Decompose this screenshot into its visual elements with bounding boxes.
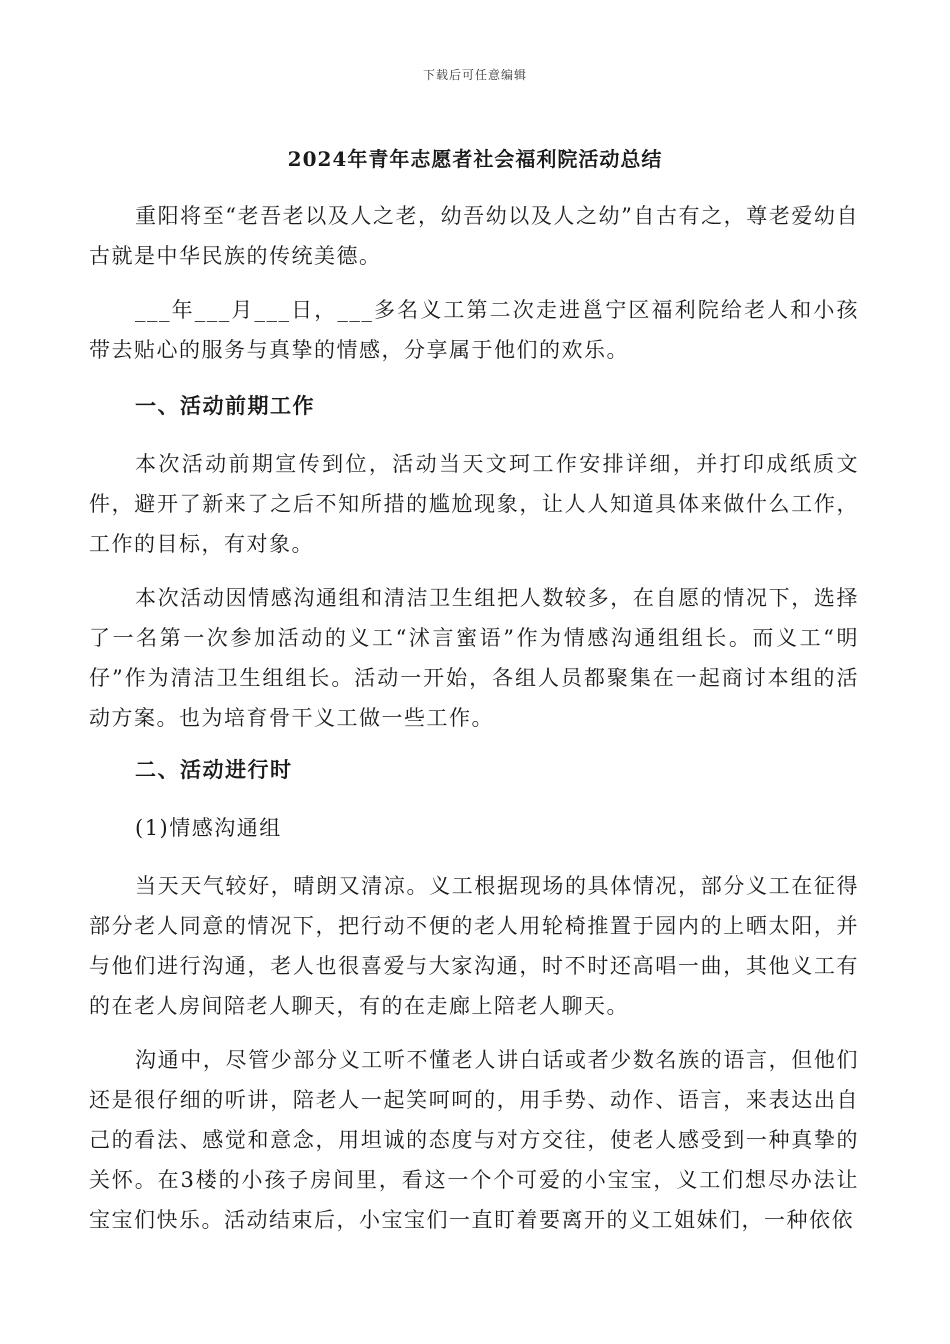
paragraph-section2-2: 沟通中，尽管少部分义工听不懂老人讲白话或者少数名族的语言，但他们还是很仔细的听讲，陪老人一起笑呵呵的，用手势、动作、语言，来表达出自己的看法、感觉和意念，用坦诚的态度与对方交往，使老人感受到一种真挚的关怀。在3楼的小孩子房间里，看这一个个可爱的小宝宝，义工们想尽办法让宝宝们快乐。活动结束后，小宝宝们一直盯着要离开的义工姐妹们，一种依依 [89, 1048, 859, 1232]
section-heading-1: 一、活动前期工作 [135, 393, 315, 418]
paragraph-section1-1: 本次活动前期宣传到位，活动当天文珂工作安排详细，并打印成纸质文件，避开了新来了之后不知所措的尴尬现象，让人人知道具体来做什么工作，工作的目标，有对象。 [89, 452, 859, 556]
paragraph-intro: 重阳将至“老吾老以及人之老，幼吾幼以及人之幼”自古有之，尊老爱幼自古就是中华民族的传统美德。 [89, 204, 859, 268]
header-note: 下载后可任意编辑 [422, 68, 527, 82]
section-heading-2: 二、活动进行时 [135, 757, 293, 782]
document-title: 2024年青年志愿者社会福利院活动总结 [287, 147, 663, 171]
sub-heading-emotional-communication: (1)情感沟通组 [135, 816, 282, 840]
paragraph-date: ___年___月___日，___多名义工第二次走进邕宁区福利院给老人和小孩带去贴心的服务与真挚的情感，分享属于他们的欢乐。 [89, 298, 859, 362]
paragraph-section2-1: 当天天气较好，晴朗又清凉。义工根据现场的具体情况，部分义工在征得部分老人同意的情况下，把行动不便的老人用轮椅推置于园内的上晒太阳，并与他们进行沟通，老人也很喜爱与大家沟通，时不时还高唱一曲，其他义工有的在老人房间陪老人聊天，有的在走廊上陪老人聊天。 [89, 874, 859, 1018]
paragraph-section1-2: 本次活动因情感沟通组和清洁卫生组把人数较多，在自愿的情况下，选择了一名第一次参加活动的义工“沭言蜜语”作为情感沟通组组长。而义工“明仔”作为清洁卫生组组长。活动一开始，各组人员都聚集在一起商讨本组的活动方案。也为培育骨干义工做一些工作。 [89, 586, 859, 730]
